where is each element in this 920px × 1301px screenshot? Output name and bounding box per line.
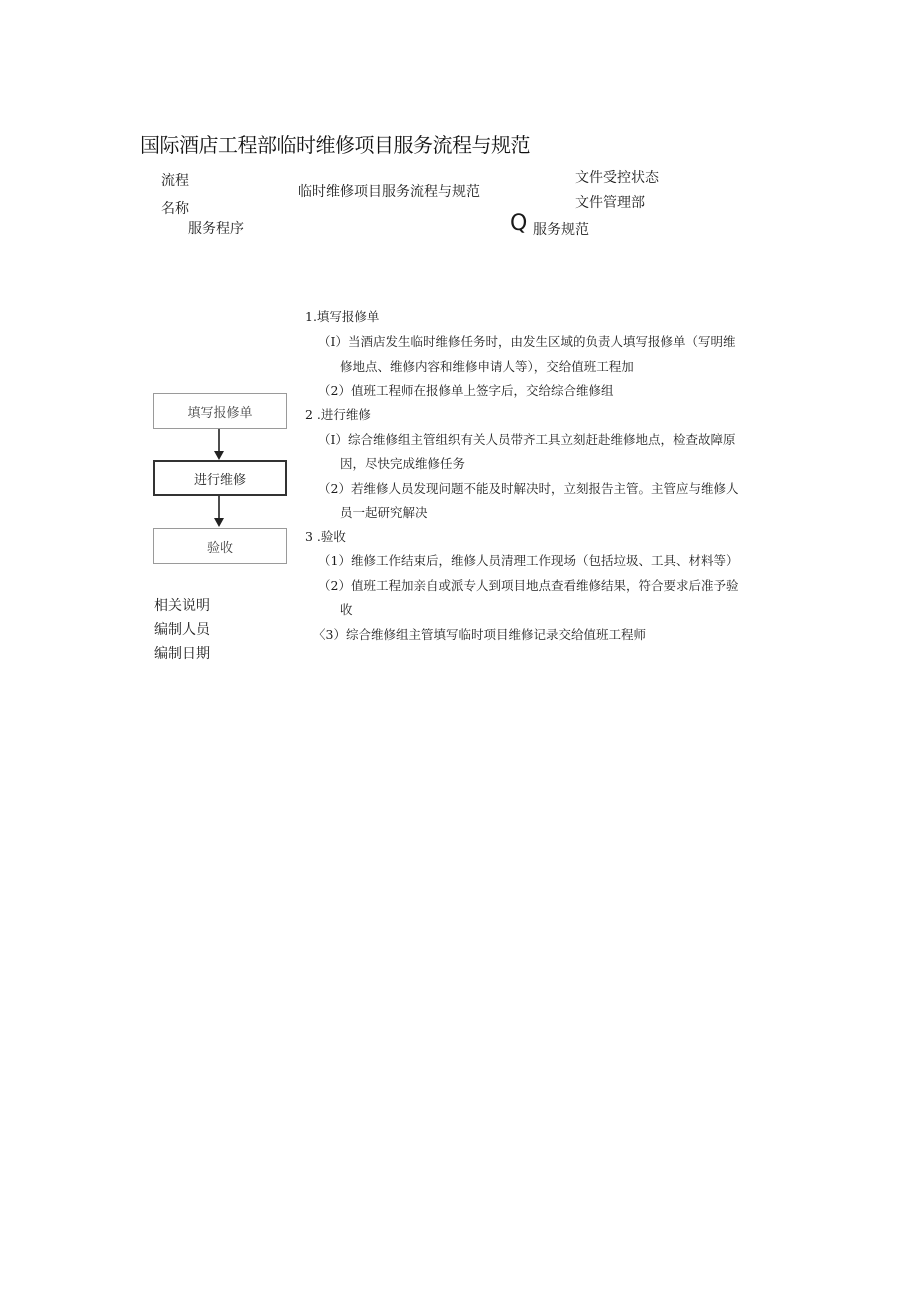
- flow-step-label: 进行维修: [193, 472, 246, 488]
- flow-step-label: 填写报修单: [187, 405, 253, 421]
- flow-label-line1: 流程: [161, 173, 189, 189]
- q-mark: Q: [510, 211, 528, 236]
- flow-name-value: 临时维修项目服务流程与规范: [298, 184, 480, 200]
- flow-step-repair: [153, 460, 287, 496]
- section-heading: 1.填写报修单: [305, 309, 380, 324]
- notes-label: 相关说明: [154, 598, 210, 614]
- service-spec-label: 服务规范: [533, 222, 589, 238]
- section-heading: 3 .验收: [305, 529, 346, 544]
- date-label: 编制日期: [154, 646, 210, 662]
- procedure-line: 〈3）综合维修组主管填写临时项目维修记录交给值班工程师: [313, 627, 646, 642]
- procedure-line: （1）维修工作结束后，维修人员清理工作现场（包括垃圾、工具、材料等）: [318, 553, 739, 568]
- flow-label-line2: 名称: [161, 201, 189, 217]
- procedure-line: 员一起研究解决: [340, 505, 428, 520]
- service-procedure-label: 服务程序: [188, 221, 244, 237]
- procedure-line: 收: [340, 602, 353, 617]
- flow-step-fill-form: [153, 393, 287, 429]
- procedure-line: （I）当酒店发生临时维修任务时，由发生区域的负责人填写报修单（写明维: [318, 334, 736, 349]
- procedure-line: （2）值班工程师在报修单上签字后，交给综合维修组: [318, 383, 614, 398]
- document-title: 国际酒店工程部临时维修项目服务流程与规范: [140, 133, 530, 157]
- procedure-line: 因，尽快完成维修任务: [340, 456, 466, 471]
- editor-label: 编制人员: [154, 622, 210, 638]
- procedure-line: （2）若维修人员发现问题不能及时解决时，立刻报告主管。主管应与维修人: [318, 481, 739, 496]
- flow-step-label: 验收: [206, 540, 233, 556]
- arrow-down-icon: [212, 496, 226, 528]
- procedure-line: 修地点、维修内容和维修申请人等），交给值班工程加: [340, 359, 634, 374]
- section-heading: 2 .进行维修: [305, 407, 371, 422]
- arrow-down-icon: [212, 429, 226, 461]
- doc-dept-value: 文件管理部: [575, 195, 645, 211]
- procedure-line: （2）值班工程加亲自或派专人到项目地点查看维修结果，符合要求后准予验: [318, 578, 739, 593]
- flow-step-acceptance: [153, 528, 287, 564]
- procedure-line: （I）综合维修组主管组织有关人员带齐工具立刻赶赴维修地点，检查故障原: [318, 432, 736, 447]
- doc-status-label: 文件受控状态: [575, 170, 659, 186]
